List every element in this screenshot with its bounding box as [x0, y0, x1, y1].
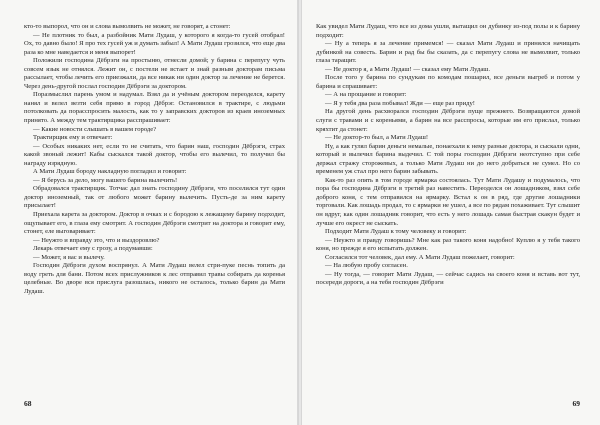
- paragraph: — А на прощание и говорит:: [325, 91, 407, 99]
- paragraph: — Неужто и правду говоришь? Мне как раз такого коня надобно! Куплю я у тебя такого коня, но прежде я его испытать должен.: [316, 236, 580, 253]
- paragraph: Приехала карета за доктором. Доктор в очках и с бородою к лежащему барину подходит, ощупывает его, в глаза ему смотрит. А господин Дёбрэги смотрит на доктора и говорит ему, стонет, еле выговаривает:: [24, 211, 285, 236]
- paragraph: Ну, а как гулял барин деньги немалые, понаехали к нему разные доктора, и сыскали одни, который и вылечил барина выдечил. С той поры господин Дёбрэги неотступно при себе держал стражу сторожевых, а только Мати Лудаш ни до него добраться не сумел. Но со временем уж стал про него барин забывать.: [316, 142, 580, 176]
- right-page-text: [316, 23, 580, 393]
- paragraph: Как увидел Мати Лудаш, что все из дома ушли, вытащил он дубинку из-под полы и к барину подходит:: [316, 23, 580, 39]
- right-page: [302, 0, 600, 425]
- paragraph: Обрадовался трактирщик. Тотчас дал знать господину Дёбрэги, что поселился тут один доктор иноземный, так от любого может барину вылечить. Пусть-де за ним карету присылает!: [24, 185, 285, 210]
- paragraph: Господин Дёбрэги духом воспрянул. А Мати Лудаш велел стри-пуке песнь топить да воду греть для бани. Потом всех прислужников к лес отправил травы собирать да коренья целебные. Во дворе вся прислуга разошлась, никого не осталось, только барин да Мати Лудаш.: [24, 262, 285, 295]
- paragraph: — Не доктор-то был, а Мати Лудаш!: [325, 134, 429, 142]
- paragraph: — Ну тогда, — говорит Мати Лудаш, — сейчас садись на своего коня и вставь вот тут, посереди дороги, а на тебя господин Дёбрэги: [316, 270, 580, 287]
- page-number-left: 68: [24, 399, 32, 408]
- paragraph: Как-то раз опять в том городе ярмарка состоялась. Тут Мати Лудашу и подумалось, что пора бы господина Дёбрэги в третий раз навестить. Переоделся он лошадником, взял себе доброго коня, с тем отправился на ярмарку. Встал к он в ряд, где другие лошадники торговали. Как лошадь продал, то с ярмарки не ушел, а все по рядам похаживает. Тут слышит он вдруг, как один лошадник говорит, что есть у него лошадь самая быстрая скакун будет и лучше его окрест не сыскать.: [316, 176, 580, 227]
- paragraph: Подходит Мати Лудаш к тому человеку и говорит:: [325, 228, 467, 236]
- paragraph: После того у барина по сундукам по комодам пошарил, все деньги выгреб и потом у барина и спрашивает:: [316, 74, 580, 90]
- paragraph: кто-то выпорол, что он и слова вымолвить не может, не говорят, а стонет:: [24, 23, 231, 30]
- paragraph: — Какие новости слышать в вашем городе?: [33, 125, 157, 133]
- paragraph: — Я берусь за дело, могу вашего барина вылечить!: [33, 176, 178, 184]
- paragraph: — Я у тебя два раза побывал! Жди — еще раз приду!: [325, 99, 475, 107]
- left-page: [0, 0, 298, 425]
- paragraph: — На любую пробу согласен.: [325, 262, 408, 270]
- paragraph: — Не плотник то был, а разбойник Мати Лудаш, у которого я когда-то гусей отобрал! Ох, то давно было! Я про тех гусей уж и думать забыл! А Мати Лудаш грозился, что еще два раза ко мне наведается и меня выпорет!: [24, 31, 285, 56]
- paragraph: На другой день расхворался господин Дёбрэги пуще прежнего. Возвращаются домой слуги с травами и с кореньями, а барин на все расспросы, которые им его прислал, только кряхтит да стонет:: [316, 108, 580, 133]
- paragraph: Поразмыслил парень умом и надумал. Взял да и учёным доктором переоделся, карету нанял и велел везти себя прямо в город Дёбрэг. Остановился в трактире, с людьми потолковать да порасспросить малость, как то у заправских докторов из краев иноземных принято. А между тем трактирщика расспрашивает:: [24, 91, 285, 125]
- left-page-text: [24, 23, 285, 393]
- paragraph: — Ну а теперь я за лечение примемся! — сказал Мати Лудаш и принялся начищать дубинкой на совесть. Барин и рад бы бы сказать, да с перепугу слова не вымолвит, только глаза таращит.: [316, 40, 580, 65]
- paragraph: — Неужто и вправду это, что и выздоровлю?: [33, 236, 160, 244]
- paragraph: Согласился тот человек, дал ему. А Мати Лудаш пожелает, говорит:: [325, 253, 515, 261]
- paragraph: — Может, я вас и вылечу.: [33, 253, 105, 261]
- paragraph: Лекарь отвечает ему с грозу, а подумавши:: [33, 245, 153, 253]
- paragraph: — Особых никаких нет, если то не считать, что барин наш, господин Дёбрэги, страх какой звоный лежит! Кабы сыскался такой доктор, чтобы его вылечил, то получил бы награду изрядную.: [24, 142, 285, 167]
- paragraph: — Не доктор я, а Мати Лудаш! — сказал ему Мати Лудаш.: [325, 65, 491, 73]
- paragraph: Трактирщик ему и отвечает:: [33, 134, 113, 142]
- paragraph: А Мати Лудаш бороду накладную погладил и говорит:: [33, 168, 187, 176]
- paragraph: Положили господина Дёбрэги на простыню, отнесли домой; у барина с перепугу чуть совсем язык не отнялся. Лежит он, с постели не встает и знай разным докторам письма рассылает, чтобы лечить его приезжали, да все никак ни один доктор за лечение не берется. Через день-другой послал господин Дёбрэги за доктором.: [24, 57, 285, 90]
- page-number-right: 69: [572, 399, 580, 408]
